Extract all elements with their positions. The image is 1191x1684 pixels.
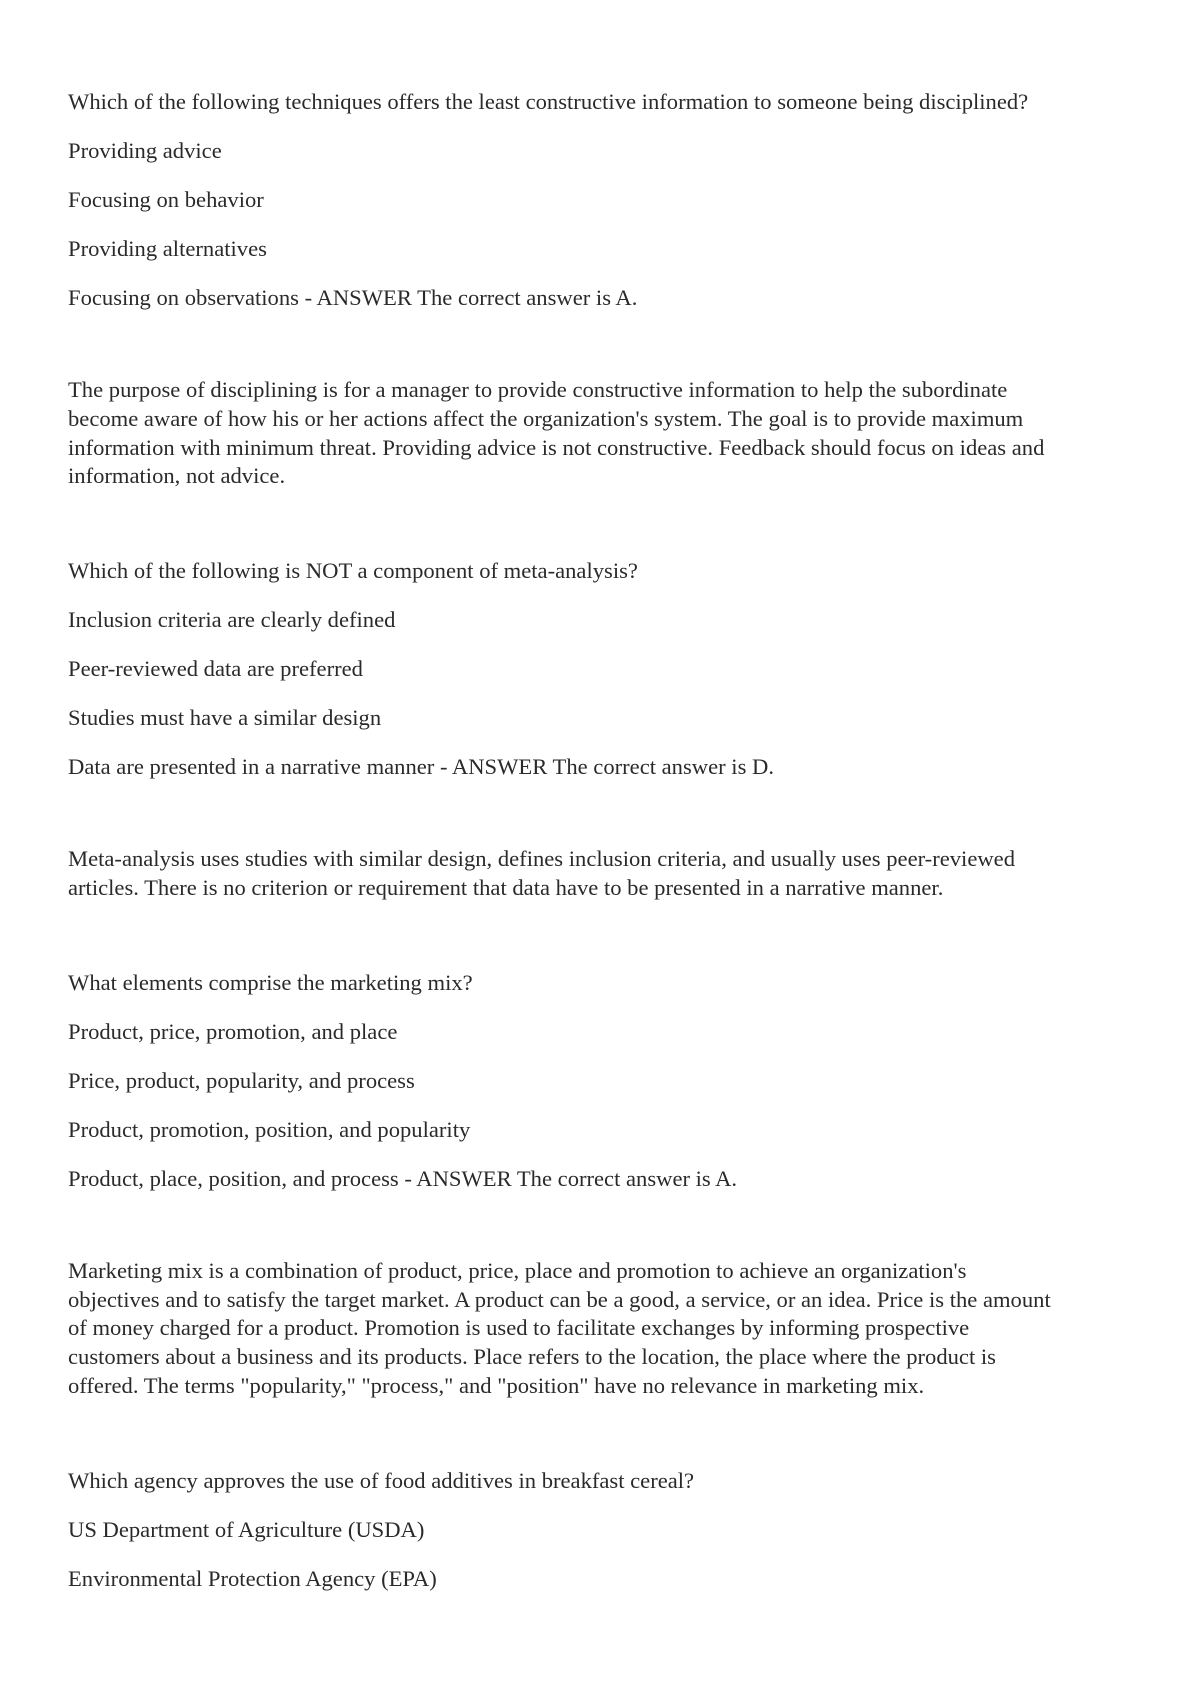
answer-option: Focusing on behavior [68, 187, 264, 212]
explanation-line: become aware of how his or her actions affect the organization's system. The goal is to provide maximum [68, 405, 1024, 431]
answer-option: Data are presented in a narrative manner - ANSWER The correct answer is D. [68, 754, 774, 780]
explanation-line: objectives and to satisfy the target market. A product can be a good, a service, or an idea. Price is the amount [68, 1286, 1051, 1312]
explanation-line: of money charged for a product. Promotion is used to facilitate exchanges by informing prospective [68, 1315, 970, 1341]
answer-option: US Department of Agriculture (USDA) [68, 1516, 425, 1542]
question-text: Which of the following is NOT a component of meta-analysis? [68, 558, 638, 584]
answer-option: Peer-reviewed data are preferred [68, 656, 363, 682]
explanation-line: Marketing mix is a combination of product, price, place and promotion to achieve an organization's [68, 1257, 967, 1283]
answer-option: Providing alternatives [68, 236, 267, 261]
question-block [68, 88, 1123, 491]
explanation-line: customers about a business and its products. Place refers to the location, the place where the product is [68, 1344, 996, 1370]
answer-option: Product, place, position, and process - ANSWER The correct answer is A. [68, 1165, 738, 1191]
question-block [68, 1467, 1123, 1593]
question-block [68, 557, 1123, 903]
answer-option: Providing advice [68, 138, 222, 163]
explanation-paragraph [68, 1257, 1123, 1401]
explanation-line: offered. The terms "popularity," "process," and "position" have no relevance in marketing mix. [68, 1372, 925, 1398]
question-text: Which agency approves the use of food additives in breakfast cereal? [68, 1467, 695, 1493]
answer-option: Price, product, popularity, and process [68, 1067, 415, 1093]
question-block [68, 969, 1123, 1401]
explanation-paragraph [68, 845, 1123, 903]
explanation-line: articles. There is no criterion or requirement that data have to be presented in a narrative manner. [68, 874, 944, 900]
answer-option: Product, price, promotion, and place [68, 1018, 398, 1044]
answer-option: Inclusion criteria are clearly defined [68, 607, 396, 633]
question-text: Which of the following techniques offers the least constructive information to someone being disciplined? [68, 89, 1029, 114]
explanation-line: The purpose of disciplining is for a manager to provide constructive information to help the subordinate [68, 377, 1008, 402]
answer-option: Studies must have a similar design [68, 705, 382, 731]
explanation-paragraph [68, 376, 1123, 491]
answer-option: Focusing on observations - ANSWER The correct answer is A. [68, 285, 638, 310]
explanation-line: information with minimum threat. Providing advice is not constructive. Feedback should focus on ideas and [68, 434, 1045, 460]
question-text: What elements comprise the marketing mix? [68, 969, 473, 995]
answer-option: Environmental Protection Agency (EPA) [68, 1565, 437, 1591]
answer-option: Product, promotion, position, and popularity [68, 1116, 471, 1142]
explanation-line: Meta-analysis uses studies with similar design, defines inclusion criteria, and usually uses peer-reviewed [68, 846, 1015, 872]
explanation-line: information, not advice. [68, 463, 286, 489]
